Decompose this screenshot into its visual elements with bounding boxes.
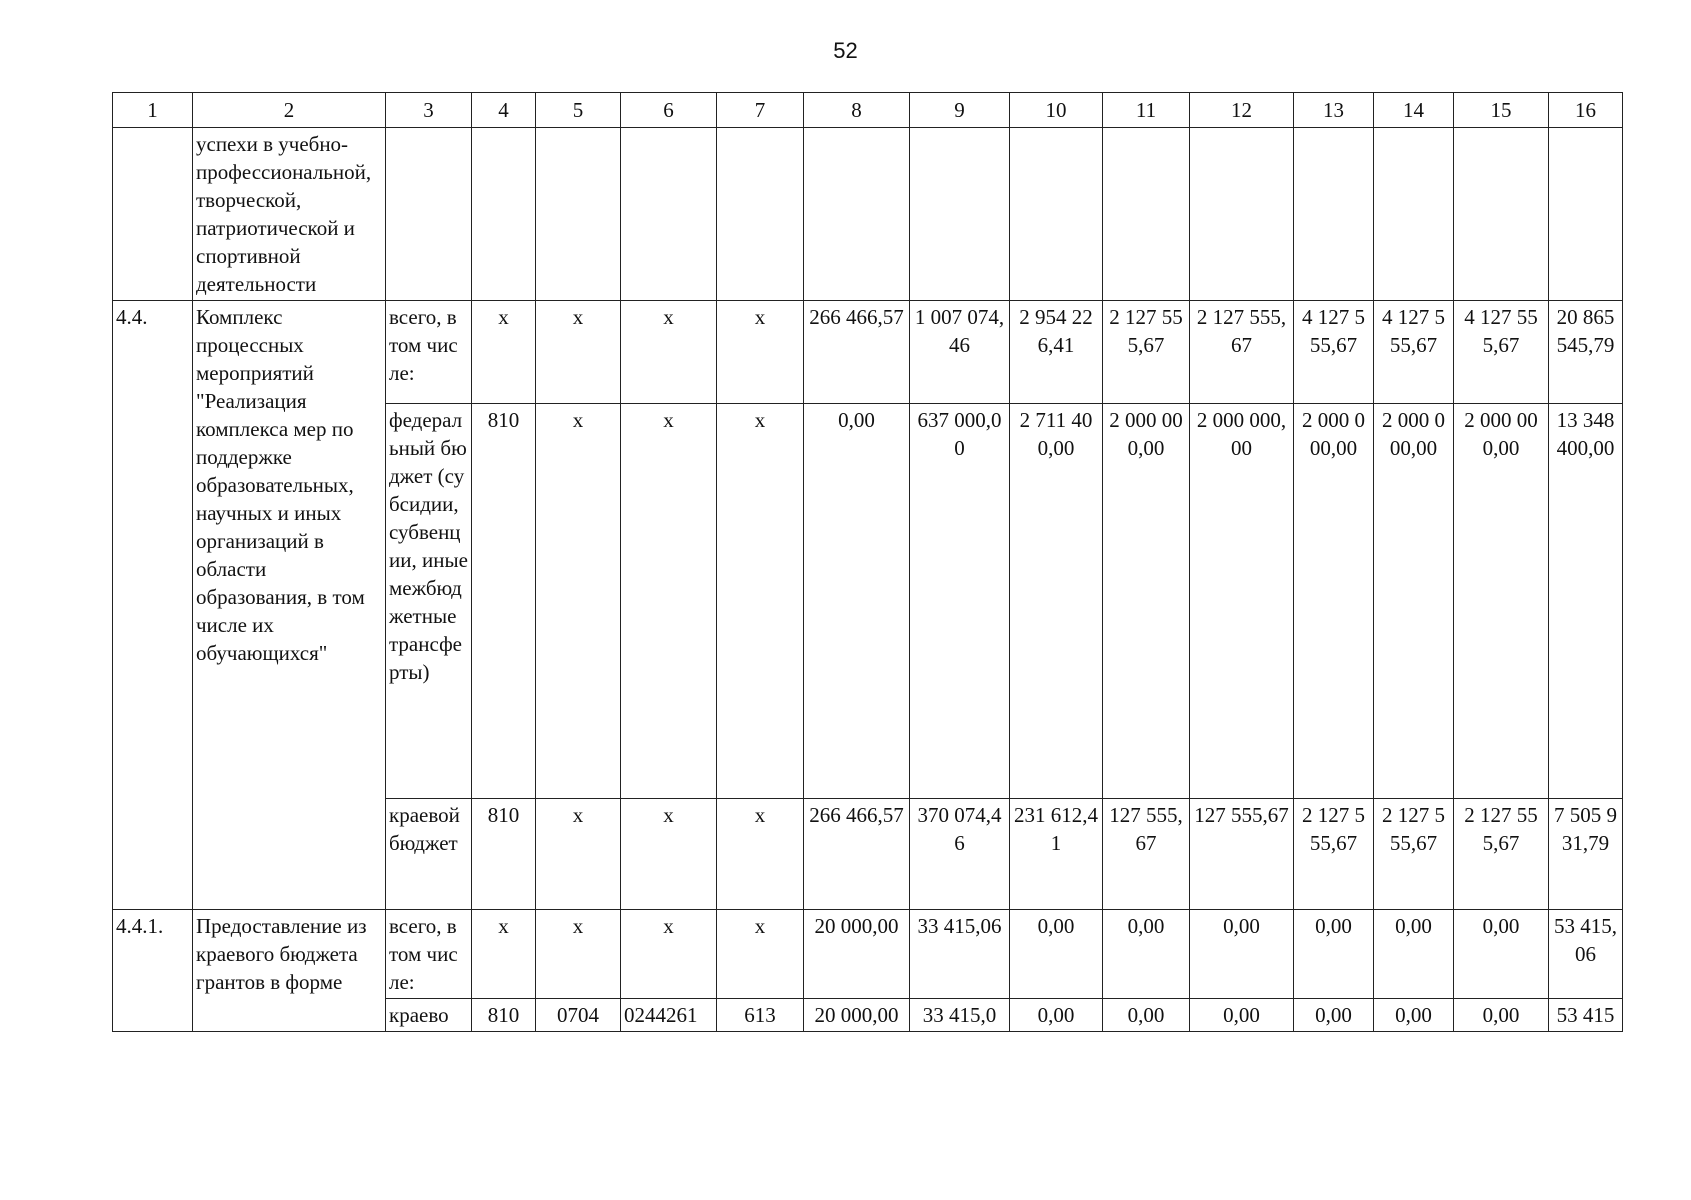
funding-source: краевой бюджет (386, 799, 472, 910)
cell-col12: 127 555,67 (1190, 799, 1294, 910)
cell-col11: 2 000 000,00 (1103, 404, 1190, 799)
column-number: 5 (536, 93, 621, 128)
cell-col14: 2 127 555,67 (1374, 799, 1454, 910)
item-name: Комплекс процессных мероприятий "Реализация комплекса мер по поддержке образовательных, научных и иных организаций в области образования, в том числе их обучающихся" (193, 301, 386, 910)
cell-col13: 2 000 000,00 (1294, 404, 1374, 799)
cell-col4: 810 (472, 404, 536, 799)
column-number: 4 (472, 93, 536, 128)
cell-col6: х (621, 910, 717, 999)
column-number: 13 (1294, 93, 1374, 128)
cell-col13: 0,00 (1294, 999, 1374, 1032)
cell-col16: 7 505 931,79 (1549, 799, 1623, 910)
cell-col13: 4 127 555,67 (1294, 301, 1374, 404)
cell-col6: х (621, 404, 717, 799)
cell-col5: х (536, 910, 621, 999)
column-number: 8 (804, 93, 910, 128)
cell-col8: 266 466,57 (804, 301, 910, 404)
column-number: 6 (621, 93, 717, 128)
cell-col11: 0,00 (1103, 999, 1190, 1032)
cell-col16: 53 415 (1549, 999, 1623, 1032)
item-code: 4.4.1. (113, 910, 193, 1032)
cell-col5: х (536, 404, 621, 799)
cell-col4: 810 (472, 999, 536, 1032)
cell-col9: 637 000,00 (910, 404, 1010, 799)
item-name: Предоставление из краевого бюджета грантов в форме (193, 910, 386, 1032)
cell-col9: 370 074,46 (910, 799, 1010, 910)
funding-source: краево (386, 999, 472, 1032)
cell-col16: 20 865 545,79 (1549, 301, 1623, 404)
cell-col12: 0,00 (1190, 999, 1294, 1032)
column-number: 11 (1103, 93, 1190, 128)
continuation-text: успехи в учебно-профессиональной, творческой, патриотической и спортивной деятельности (193, 128, 386, 301)
column-number: 9 (910, 93, 1010, 128)
funding-source: всего, в том числе: (386, 301, 472, 404)
cell-col15: 2 000 000,00 (1454, 404, 1549, 799)
cell-col12: 0,00 (1190, 910, 1294, 999)
cell-col15: 2 127 555,67 (1454, 799, 1549, 910)
cell-col12: 2 127 555,67 (1190, 301, 1294, 404)
column-number: 1 (113, 93, 193, 128)
cell-col16: 53 415,06 (1549, 910, 1623, 999)
cell-col8: 20 000,00 (804, 999, 910, 1032)
cell-col13: 0,00 (1294, 910, 1374, 999)
cell-col15: 0,00 (1454, 999, 1549, 1032)
budget-table (112, 92, 1623, 1032)
cell-col4: 810 (472, 799, 536, 910)
column-number: 3 (386, 93, 472, 128)
column-number: 16 (1549, 93, 1623, 128)
cell-col11: 0,00 (1103, 910, 1190, 999)
column-number: 2 (193, 93, 386, 128)
continuation-row (113, 128, 1623, 301)
cell-col10: 2 711 400,00 (1010, 404, 1103, 799)
cell-col12: 2 000 000,00 (1190, 404, 1294, 799)
cell-col6: х (621, 799, 717, 910)
column-number: 14 (1374, 93, 1454, 128)
cell-col8: 0,00 (804, 404, 910, 799)
cell-col8: 266 466,57 (804, 799, 910, 910)
cell-col7: х (717, 404, 804, 799)
cell-col15: 0,00 (1454, 910, 1549, 999)
cell-col6: х (621, 301, 717, 404)
cell-col5: х (536, 301, 621, 404)
item-code: 4.4. (113, 301, 193, 910)
cell-col14: 0,00 (1374, 910, 1454, 999)
cell-col9: 33 415,0 (910, 999, 1010, 1032)
cell-col10: 0,00 (1010, 910, 1103, 999)
cell-col10: 0,00 (1010, 999, 1103, 1032)
cell-col8: 20 000,00 (804, 910, 910, 999)
funding-source: федеральный бюджет (субсидии, субвенции, иные межбюджетные трансферты) (386, 404, 472, 799)
cell-col14: 4 127 555,67 (1374, 301, 1454, 404)
cell-col14: 2 000 000,00 (1374, 404, 1454, 799)
cell-col13: 2 127 555,67 (1294, 799, 1374, 910)
funding-source: всего, в том числе: (386, 910, 472, 999)
cell-col7: х (717, 799, 804, 910)
cell-col11: 2 127 555,67 (1103, 301, 1190, 404)
cell-col6: 0244261 (621, 999, 717, 1032)
column-number: 12 (1190, 93, 1294, 128)
cell-col16: 13 348 400,00 (1549, 404, 1623, 799)
cell-col5: х (536, 799, 621, 910)
column-number: 10 (1010, 93, 1103, 128)
cell-col11: 127 555,67 (1103, 799, 1190, 910)
cell-col14: 0,00 (1374, 999, 1454, 1032)
cell-col4: х (472, 910, 536, 999)
table-row (113, 301, 1623, 404)
column-number: 7 (717, 93, 804, 128)
cell-col9: 1 007 074,46 (910, 301, 1010, 404)
cell-col7: 613 (717, 999, 804, 1032)
column-number: 15 (1454, 93, 1549, 128)
cell-col15: 4 127 555,67 (1454, 301, 1549, 404)
cell-col7: х (717, 910, 804, 999)
cell-col4: х (472, 301, 536, 404)
cell-col10: 2 954 226,41 (1010, 301, 1103, 404)
table-row (113, 910, 1623, 999)
page-number: 52 (833, 38, 858, 63)
cell-col10: 231 612,41 (1010, 799, 1103, 910)
column-number-row (113, 93, 1623, 128)
cell-col9: 33 415,06 (910, 910, 1010, 999)
cell-col7: х (717, 301, 804, 404)
cell-col5: 0704 (536, 999, 621, 1032)
